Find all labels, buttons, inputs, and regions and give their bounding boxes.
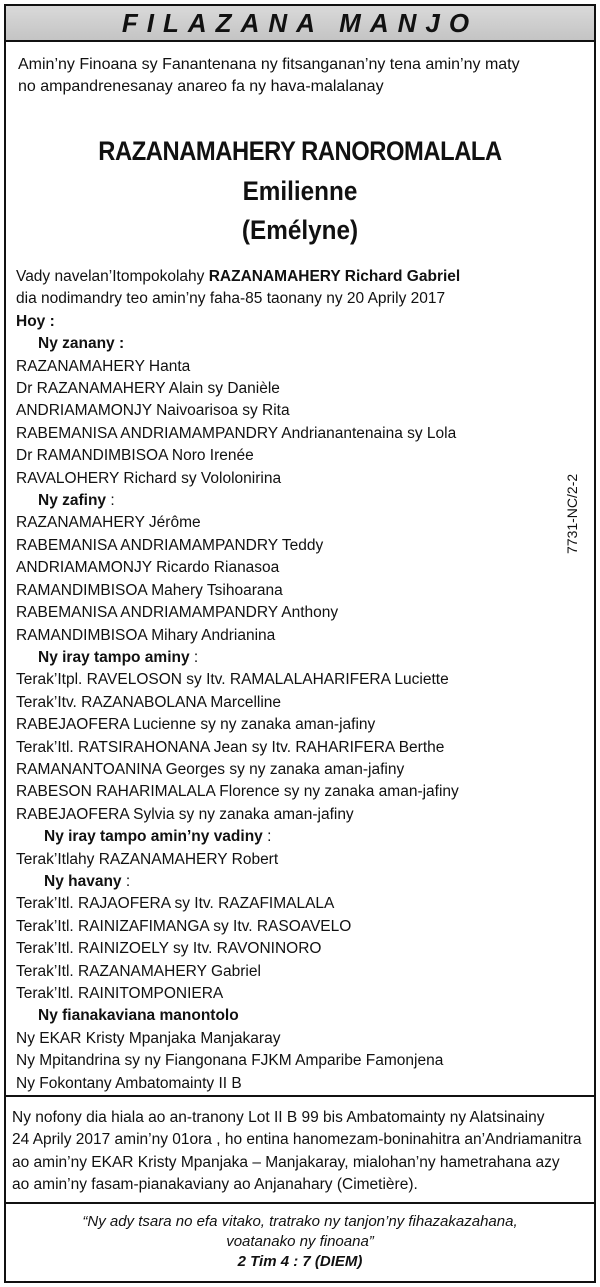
obituary-notice xyxy=(4,4,596,1283)
list-item: RAZANAMAHERY Hanta xyxy=(16,357,191,375)
funeral-details xyxy=(12,1107,590,1197)
list-item: RAMANANTOANINA Georges sy ny zanaka aman-jafiny xyxy=(16,760,405,778)
notice-header: FILAZANA MANJO xyxy=(6,6,594,42)
group-zafiny xyxy=(16,512,556,646)
list-item: ANDRIAMAMONJY Ricardo Rianasoa xyxy=(16,559,280,577)
group-heading-zanany: Ny zanany : xyxy=(38,335,125,353)
list-item: ANDRIAMAMONJY Naivoarisoa sy Rita xyxy=(16,402,290,420)
list-item: Terak’Itl. RAINITOMPONIERA xyxy=(16,985,224,1002)
list-item: RAMANDIMBISOA Mihary Andrianina xyxy=(16,626,276,644)
list-item: RAMANDIMBISOA Mahery Tsihoarana xyxy=(16,581,283,599)
list-item: RABESON RAHARIMALALA Florence sy ny zanaka aman-jafiny xyxy=(16,783,459,801)
list-item: Dr RAZANAMAHERY Alain sy Danièle xyxy=(16,380,280,398)
group-heading-fianakaviana: Ny fianakaviana manontolo xyxy=(38,1007,239,1025)
list-item: RAZANAMAHERY Jérôme xyxy=(16,514,201,532)
announcement-prefix: Vady navelan’Itompokolahy xyxy=(16,268,209,285)
list-item: Terak’Itl. RAJAOFERA sy Itv. RAZAFIMALALA xyxy=(16,895,335,913)
section-divider xyxy=(6,1095,594,1097)
funeral-line: ao amin’ny EKAR Kristy Mpanjaka – Manjakaray, mialohan’ny hametrahana azy xyxy=(12,1153,560,1171)
intro-line: Amin’ny Finoana sy Fanantenana ny fitsanganan’ny tena amin’ny maty xyxy=(18,56,520,73)
quote-line: “Ny ady tsara no efa vitako, tratrako ny tanjon’ny fihazakazahana, xyxy=(82,1213,518,1230)
group-heading-iray-tampo-vadiny: Ny iray tampo amin’ny vadiny : xyxy=(44,828,272,846)
intro-text xyxy=(18,54,578,98)
list-item: RABEJAOFERA Lucienne sy ny zanaka aman-jafiny xyxy=(16,716,376,734)
group-heading-havany: Ny havany : xyxy=(44,872,131,890)
group-iray-tampo xyxy=(16,669,556,826)
list-item: Ny Fokontany Ambatomainty II B xyxy=(16,1074,242,1092)
bible-quote xyxy=(6,1212,594,1272)
quote-reference: 2 Tim 4 : 7 (DIEM) xyxy=(237,1253,363,1270)
intro-line: no ampandrenesanay anareo fa ny hava-malalanay xyxy=(18,78,384,95)
list-item: Terak’Itl. RATSIRAHONANA Jean sy Itv. RAHARIFERA Berthe xyxy=(16,738,445,756)
list-item: Terak’Itl. RAINIZAFIMANGA sy Itv. RASOAVELO xyxy=(16,917,352,935)
list-item: Terak’Itv. RAZANABOLANA Marcelline xyxy=(16,693,282,711)
funeral-line: 24 Aprily 2017 amin’ny 01ora , ho entina hanomezam-boninahitra an’Andriamanitra xyxy=(12,1131,582,1149)
reference-code: 7731-NC/2-2 xyxy=(564,473,580,554)
list-item: Dr RAMANDIMBISOA Noro Irenée xyxy=(16,447,254,465)
hoy-label: Hoy : xyxy=(16,312,55,330)
list-item: RABEJAOFERA Sylvia sy ny zanaka aman-jafiny xyxy=(16,805,354,823)
list-item: RABEMANISA ANDRIAMAMPANDRY Anthony xyxy=(16,604,339,622)
list-item: Terak’Itl. RAZANAMAHERY Gabriel xyxy=(16,962,261,980)
list-item: Terak’Itl. RAINIZOELY sy Itv. RAVONINORO xyxy=(16,940,322,958)
group-iray-tampo-vadiny xyxy=(16,849,556,871)
list-item: RABEMANISA ANDRIAMAMPANDRY Teddy xyxy=(16,536,324,554)
list-item: Ny Mpitandrina sy ny Fiangonana FJKM Amparibe Famonjena xyxy=(16,1052,444,1070)
group-heading-iray-tampo: Ny iray tampo aminy : xyxy=(38,648,199,666)
group-fianakaviana xyxy=(16,1028,556,1095)
announcement-line: dia nodimandry teo amin’ny faha-85 taonany ny 20 Aprily 2017 xyxy=(16,290,446,308)
list-item: Terak’Itpl. RAVELOSON sy Itv. RAMALALAHARIFERA Luciette xyxy=(16,671,449,689)
deceased-given-name: Emilienne xyxy=(242,176,358,206)
list-item: Terak’Itlahy RAZANAMAHERY Robert xyxy=(16,850,279,868)
list-item: Ny EKAR Kristy Mpanjaka Manjakaray xyxy=(16,1029,281,1047)
funeral-line: ao amin’ny fasam-pianakaviany ao Anjanahary (Cimetière). xyxy=(12,1176,418,1194)
announcement-line xyxy=(16,266,556,288)
funeral-line: Ny nofony dia hiala ao an-tranony Lot II B 99 bis Ambatomainty ny Alatsinainy xyxy=(12,1109,545,1126)
deceased-surname: RAZANAMAHERY RANOROMALALA xyxy=(98,136,502,166)
quote-line: voatanako ny finoana” xyxy=(226,1233,374,1250)
group-zanany xyxy=(16,356,556,490)
family-list xyxy=(16,266,556,1095)
deceased-alias: (Emélyne) xyxy=(241,215,359,245)
section-divider xyxy=(6,1202,594,1204)
list-item: RABEMANISA ANDRIAMAMPANDRY Andrianantenaina sy Lola xyxy=(16,424,457,442)
group-havany xyxy=(16,893,556,1005)
group-heading-zafiny: Ny zafiny : xyxy=(38,492,115,510)
spouse-name: RAZANAMAHERY Richard Gabriel xyxy=(208,268,461,285)
list-item: RAVALOHERY Richard sy Vololonirina xyxy=(16,469,282,487)
